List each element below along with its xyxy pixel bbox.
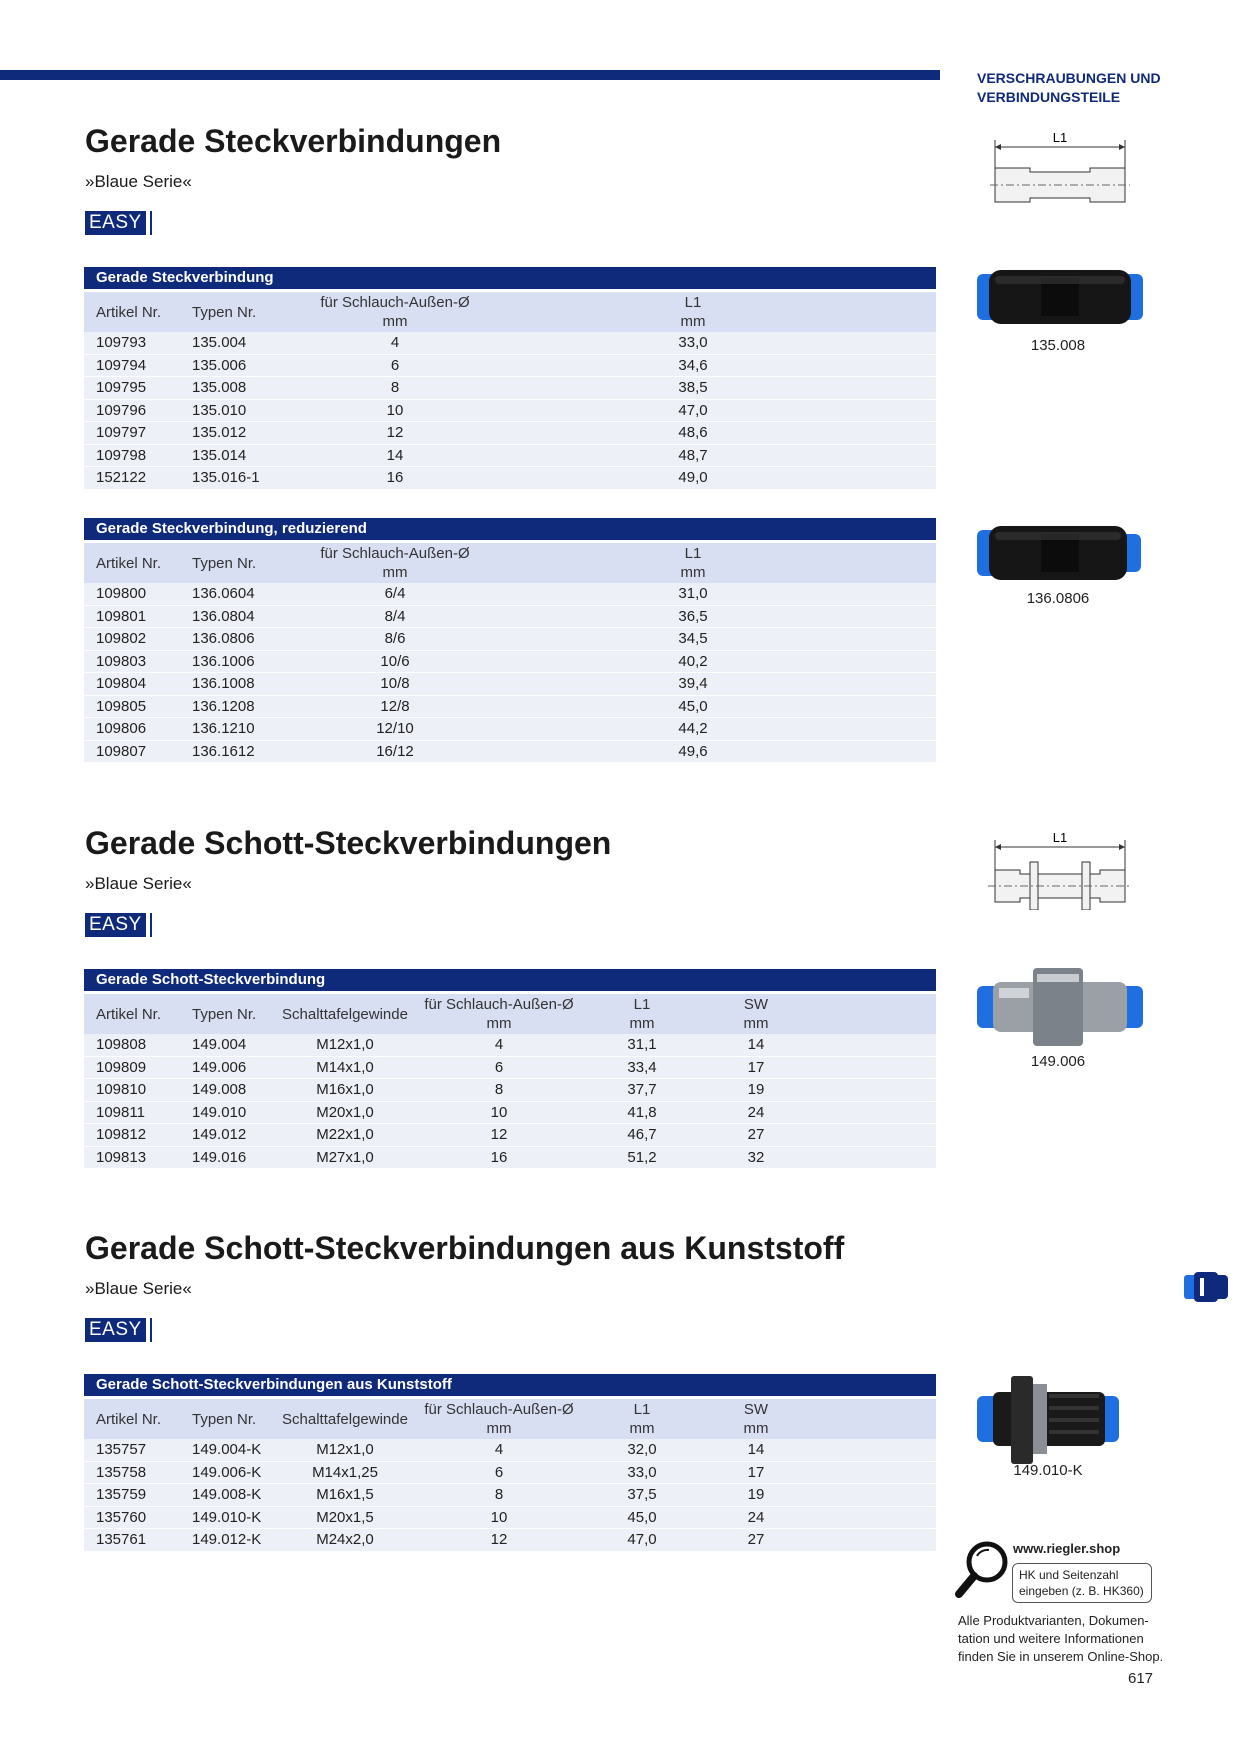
table-cell: 47,0: [627, 1531, 657, 1548]
header-l1: L1 mm: [680, 294, 706, 330]
table-cell: 8: [494, 1081, 504, 1098]
table-cell: 10: [386, 401, 404, 419]
table-cell: 33,4: [627, 1058, 657, 1076]
table-cell: 16/12: [376, 742, 414, 760]
table-cell: 149.004: [192, 1036, 247, 1053]
table-cell: 136.0604: [192, 585, 255, 602]
table-cell: 12/8: [380, 697, 410, 715]
table-cell: 48,7: [678, 446, 708, 464]
svg-text:L1: L1: [1052, 830, 1068, 845]
table-cell: 19: [747, 1081, 765, 1098]
table-cell: 135760: [96, 1508, 147, 1526]
table-cell: 6/4: [384, 585, 406, 602]
header-sw: SW mm: [743, 996, 769, 1032]
easy-badge: [85, 913, 152, 937]
header-l1: L1 mm: [629, 996, 655, 1032]
table-cell: 32,0: [627, 1441, 657, 1458]
shop-note: Alle Produktvarianten, Dokumen- tation und weitere Informationen finden Sie in unserem Online-Shop.: [958, 1613, 1164, 1664]
table-cell: M24x2,0: [316, 1531, 374, 1548]
table-cell: 135.016-1: [192, 469, 260, 486]
table-cell: 136.1612: [192, 742, 255, 760]
table-cell: 24: [747, 1508, 765, 1526]
table-row: [84, 1484, 936, 1507]
table-cell: 39,4: [678, 675, 708, 692]
table-cell: 27: [747, 1126, 765, 1143]
dimension-drawing-straight: [985, 130, 1135, 210]
table-cell: M27x1,0: [316, 1148, 374, 1166]
table-bulkhead-connector: [84, 969, 936, 1169]
table-cell: 109794: [96, 356, 147, 374]
table-row: [84, 628, 936, 651]
table-cell: 14: [747, 1036, 765, 1053]
table-cell: 14: [386, 446, 404, 464]
table-cell: 16: [386, 469, 404, 486]
table-row: [84, 606, 936, 629]
table-straight-connector: [84, 267, 936, 490]
table-cell: 136.0804: [192, 607, 255, 625]
fitting-image-149-010-k: [975, 1372, 1135, 1472]
table-cell: 109802: [96, 630, 147, 647]
table-cell: 135759: [96, 1486, 147, 1503]
fitting-image-136-0806: [975, 518, 1145, 588]
header-panel-thread: Schalttafelgewinde: [282, 1005, 408, 1023]
header-l1: L1 mm: [680, 545, 706, 581]
category-line-2: VERBINDUNGSTEILE: [977, 89, 1121, 105]
table-cell: M12x1,0: [316, 1036, 374, 1053]
table-cell: 37,5: [627, 1486, 657, 1503]
table-cell: 136.0806: [192, 630, 255, 647]
table-cell: 149.008-K: [192, 1486, 262, 1503]
header-panel-thread: Schalttafelgewinde: [282, 1410, 408, 1428]
table-cell: 135.006: [192, 356, 247, 374]
table-cell: 34,5: [678, 630, 708, 647]
table-row: [84, 583, 936, 606]
table-cell: 109813: [96, 1148, 147, 1166]
table-cell: 4: [494, 1441, 504, 1458]
table-row: [84, 1507, 936, 1530]
table-cell: 46,7: [627, 1126, 657, 1143]
table-cell: 109808: [96, 1036, 147, 1053]
table-cell: 109812: [96, 1126, 147, 1143]
table-cell: 17: [747, 1058, 765, 1076]
table-cell: 49,0: [678, 469, 708, 486]
table-cell: 109806: [96, 720, 147, 737]
table-cell: 109804: [96, 675, 147, 692]
table-cell: 109809: [96, 1058, 147, 1076]
table-row: [84, 1147, 936, 1170]
table-cell: 40,2: [678, 652, 708, 670]
table-header: [84, 1399, 936, 1439]
table-cell: 149.006: [192, 1058, 247, 1076]
table-cell: 109798: [96, 446, 147, 464]
table-title: Gerade Schott-Steckverbindungen aus Kunststoff: [84, 1374, 936, 1396]
table-cell: 24: [747, 1103, 765, 1121]
table-row: [84, 718, 936, 741]
table-cell: 12/10: [376, 720, 414, 737]
easy-label: EASY: [85, 1318, 146, 1342]
easy-badge: [85, 1318, 152, 1342]
table-cell: 135.014: [192, 446, 247, 464]
table-title: Gerade Steckverbindung, reduzierend: [84, 518, 936, 540]
table-cell: 135758: [96, 1463, 147, 1481]
table-cell: 149.012: [192, 1126, 247, 1143]
table-cell: 14: [747, 1441, 765, 1458]
table-cell: 16: [490, 1148, 508, 1166]
page-number: 617: [1128, 1670, 1154, 1687]
table-cell: 8: [494, 1486, 504, 1503]
table-cell: 109800: [96, 585, 147, 602]
table-row: [84, 332, 936, 355]
section-plastic-bulkhead-connectors: [85, 1228, 937, 1342]
table-cell: 152122: [96, 469, 147, 486]
table-cell: 33,0: [627, 1463, 657, 1481]
table-cell: 45,0: [678, 697, 708, 715]
section-title: Gerade Schott-Steckverbindungen: [85, 825, 612, 861]
table-cell: 149.004-K: [192, 1441, 262, 1458]
table-cell: 37,7: [627, 1081, 657, 1098]
table-cell: 8: [390, 379, 400, 396]
table-cell: 38,5: [678, 379, 708, 396]
table-cell: 135757: [96, 1441, 147, 1458]
svg-text:L1: L1: [1052, 130, 1068, 145]
header-diameter: für Schlauch-Außen-Ø mm: [320, 545, 470, 581]
table-cell: 34,6: [678, 356, 708, 374]
table-cell: 49,6: [678, 742, 708, 760]
table-row: [84, 1529, 936, 1552]
section-title: Gerade Steckverbindungen: [85, 123, 502, 159]
header-sw: SW mm: [743, 1401, 769, 1437]
table-cell: 41,8: [627, 1103, 657, 1121]
table-cell: M22x1,0: [316, 1126, 374, 1143]
table-cell: 45,0: [627, 1508, 657, 1526]
header-typen: Typen Nr.: [192, 1410, 257, 1428]
header-typen: Typen Nr.: [192, 1005, 257, 1023]
table-cell: 44,2: [678, 720, 708, 737]
section-bulkhead-connectors: [85, 823, 937, 937]
table-cell: 10: [490, 1508, 508, 1526]
table-cell: 10/6: [380, 652, 410, 670]
table-cell: 135761: [96, 1531, 147, 1548]
table-row: [84, 400, 936, 423]
figure-caption: 136.0806: [1026, 590, 1090, 607]
table-cell: 10: [490, 1103, 508, 1121]
top-accent-bar: [0, 70, 940, 80]
table-cell: M12x1,0: [316, 1441, 374, 1458]
table-header: [84, 543, 936, 583]
table-row: [84, 673, 936, 696]
section-title: Gerade Schott-Steckverbindungen aus Kunststoff: [85, 1230, 845, 1266]
table-cell: 12: [386, 424, 404, 441]
table-cell: 6: [390, 356, 400, 374]
table-plastic-bulkhead-connector: [84, 1374, 936, 1552]
table-row: [84, 422, 936, 445]
table-cell: 109810: [96, 1081, 147, 1098]
header-artikel: Artikel Nr.: [96, 1005, 162, 1023]
table-cell: 31,1: [627, 1036, 657, 1053]
table-cell: 109803: [96, 652, 147, 670]
table-cell: 109796: [96, 401, 147, 419]
table-cell: 149.010: [192, 1103, 247, 1121]
table-cell: 109793: [96, 334, 147, 351]
table-cell: 149.010-K: [192, 1508, 262, 1526]
dimension-drawing-bulkhead: [985, 830, 1135, 910]
header-artikel: Artikel Nr.: [96, 554, 162, 572]
category-heading: [977, 69, 1207, 107]
figure-caption: 149.006: [1030, 1053, 1086, 1070]
figure-caption: 149.010-K: [1013, 1462, 1083, 1479]
table-row: [84, 1124, 936, 1147]
table-cell: 31,0: [678, 585, 708, 602]
table-cell: 149.006-K: [192, 1463, 262, 1481]
table-cell: M16x1,5: [316, 1486, 374, 1503]
easy-label: EASY: [85, 211, 146, 235]
table-cell: 135.012: [192, 424, 247, 441]
table-cell: M20x1,5: [316, 1508, 374, 1526]
table-row: [84, 377, 936, 400]
category-tab-icon: [1184, 1272, 1228, 1302]
table-cell: 32: [747, 1148, 765, 1166]
table-cell: 6: [494, 1463, 504, 1481]
table-cell: 12: [490, 1126, 508, 1143]
table-row: [84, 1079, 936, 1102]
section-subtitle: »Blaue Serie«: [85, 1279, 192, 1298]
table-title: Gerade Steckverbindung: [84, 267, 936, 289]
table-row: [84, 651, 936, 674]
table-cell: 109807: [96, 742, 147, 760]
table-cell: 109811: [96, 1103, 145, 1121]
table-header: [84, 292, 936, 332]
table-cell: 51,2: [627, 1148, 657, 1166]
table-row: [84, 1439, 936, 1462]
table-cell: 136.1006: [192, 652, 255, 670]
table-cell: 149.016: [192, 1148, 247, 1166]
table-cell: 8/4: [384, 607, 406, 625]
table-cell: 36,5: [678, 607, 708, 625]
magnifier-icon: [955, 1540, 1010, 1600]
table-cell: 19: [747, 1486, 765, 1503]
table-cell: 4: [494, 1036, 504, 1053]
shop-url[interactable]: www.riegler.shop: [1013, 1541, 1121, 1556]
header-artikel: Artikel Nr.: [96, 303, 162, 321]
table-cell: 136.1008: [192, 675, 255, 692]
table-title: Gerade Schott-Steckverbindung: [84, 969, 936, 991]
table-cell: 109797: [96, 424, 147, 441]
table-cell: 149.012-K: [192, 1531, 262, 1548]
easy-badge: [85, 211, 152, 235]
table-cell: 12: [490, 1531, 508, 1548]
easy-label: EASY: [85, 913, 146, 937]
section-subtitle: »Blaue Serie«: [85, 172, 192, 191]
table-row: [84, 467, 936, 490]
section-straight-connectors: [85, 121, 937, 235]
fitting-image-135-008: [975, 262, 1145, 332]
table-row: [84, 355, 936, 378]
table-cell: M14x1,0: [316, 1058, 374, 1076]
header-diameter: für Schlauch-Außen-Ø mm: [424, 996, 574, 1032]
table-reducing-connector: [84, 518, 936, 763]
header-artikel: Artikel Nr.: [96, 1410, 162, 1428]
table-row: [84, 1462, 936, 1485]
table-row: [84, 1102, 936, 1125]
section-subtitle: »Blaue Serie«: [85, 874, 192, 893]
header-l1: L1 mm: [629, 1401, 655, 1437]
table-cell: 135.004: [192, 334, 247, 351]
table-cell: 109805: [96, 697, 147, 715]
table-cell: 135.010: [192, 401, 247, 419]
header-typen: Typen Nr.: [192, 303, 257, 321]
table-cell: 109801: [96, 607, 147, 625]
table-cell: 136.1210: [192, 720, 255, 737]
table-cell: 6: [494, 1058, 504, 1076]
table-cell: 135.008: [192, 379, 247, 396]
table-row: [84, 741, 936, 764]
table-cell: 149.008: [192, 1081, 247, 1098]
header-diameter: für Schlauch-Außen-Ø mm: [424, 1401, 574, 1437]
table-cell: 4: [390, 334, 400, 351]
header-typen: Typen Nr.: [192, 554, 257, 572]
category-line-1: VERSCHRAUBUNGEN UND: [977, 70, 1161, 86]
table-row: [84, 696, 936, 719]
table-cell: 27: [747, 1531, 765, 1548]
fitting-image-149-006: [975, 962, 1145, 1052]
table-cell: M16x1,0: [316, 1081, 374, 1098]
table-cell: 10/8: [380, 675, 410, 692]
table-row: [84, 1057, 936, 1080]
table-cell: M14x1,25: [312, 1463, 378, 1481]
table-cell: 33,0: [678, 334, 708, 351]
figure-caption: 135.008: [1030, 337, 1086, 354]
table-row: [84, 1034, 936, 1057]
table-row: [84, 445, 936, 468]
table-cell: 48,6: [678, 424, 708, 441]
table-header: [84, 994, 936, 1034]
table-cell: 136.1208: [192, 697, 255, 715]
header-diameter: für Schlauch-Außen-Ø mm: [320, 294, 470, 330]
table-cell: 47,0: [678, 401, 708, 419]
shop-hint-box: HK und Seitenzahl eingeben (z. B. HK360): [1012, 1563, 1152, 1603]
table-cell: 109795: [96, 379, 147, 396]
table-cell: M20x1,0: [316, 1103, 374, 1121]
table-cell: 17: [747, 1463, 765, 1481]
table-cell: 8/6: [384, 630, 406, 647]
